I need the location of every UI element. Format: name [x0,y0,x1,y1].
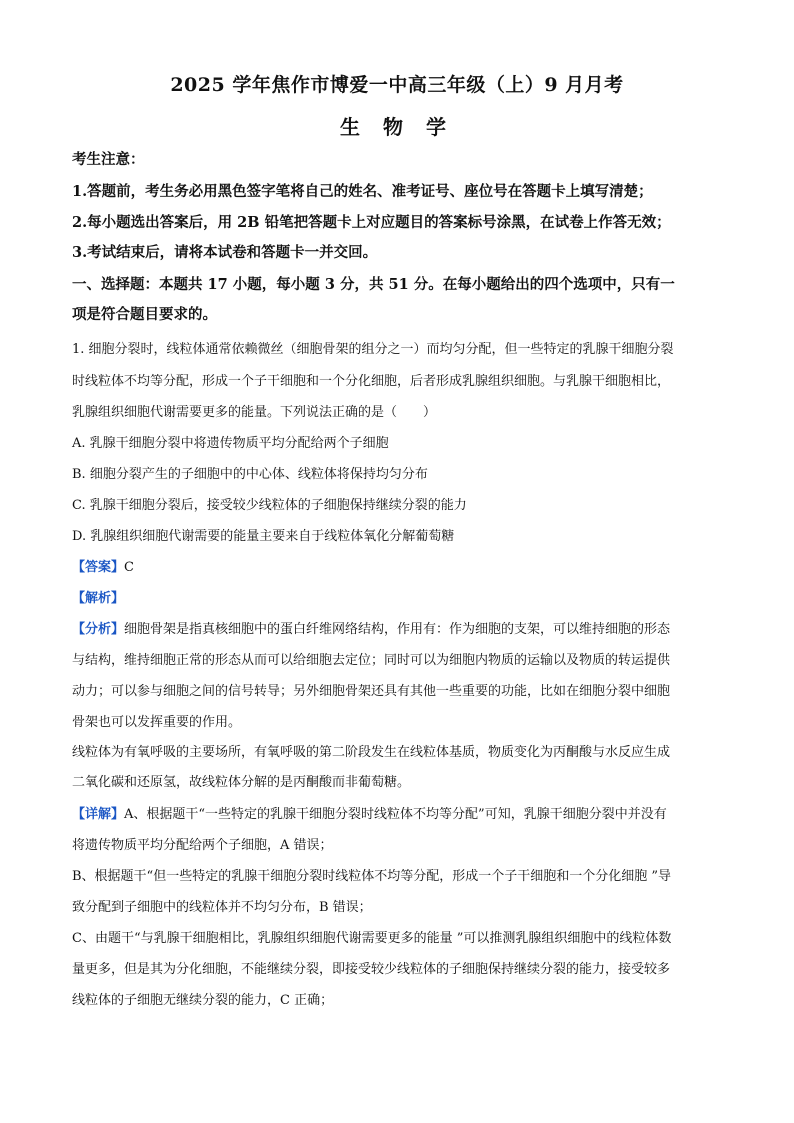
section-heading-cont: 项是符合题目要求的。 [72,306,217,323]
xiangjie-text: 致分配到子细胞中的线粒体并不均匀分布，B 错误； [72,900,372,915]
option-d: D. 乳腺组织细胞代谢需要的能量主要来自于线粒体氧化分解葡萄糖 [72,529,455,544]
question-stem: 乳腺组织细胞代谢需要更多的能量。下列说法正确的是（ ） [72,405,437,420]
option-b: B. 细胞分裂产生的子细胞中的中心体、线粒体将保持均匀分布 [72,467,428,482]
xiangjie-text: 将遗传物质平均分配给两个子细胞，A 错误； [72,838,333,853]
answer-line [72,558,732,578]
answer-tag: 【答案】 [72,560,125,575]
fenxi-text: 线粒体为有氧呼吸的主要场所，有氧呼吸的第二阶段发生在线粒体基质，物质变化为丙酮酸与水反应生成 [72,745,671,760]
analysis-line [72,589,732,609]
fenxi-tag: 【分析】 [72,622,125,637]
fenxi-text: 与结构，维持细胞正常的形态从而可以给细胞去定位；同时可以为细胞内物质的运输以及物质的转运提供 [72,653,671,668]
question-stem: 1. 细胞分裂时，线粒体通常依赖微丝（细胞骨架的组分之一）而均匀分配，但一些特定的乳腺干细胞分裂 [72,342,674,357]
xiangjie-text: A、根据题干“一些特定的乳腺干细胞分裂时线粒体不均等分配”可知，乳腺干细胞分裂中并没有 [124,807,667,822]
xiangjie-tag: 【详解】 [72,807,125,822]
fenxi-text: 动力；可以参与细胞之间的信号转导；另外细胞骨架还具有其他一些重要的功能，比如在细胞分裂中细胞 [72,684,671,699]
fenxi-text: 骨架也可以发挥重要的作用。 [72,715,242,730]
subject-title: 生 物 学 [340,115,454,139]
notice-heading: 考生注意： [72,151,145,168]
page-title: 2025 学年焦作市博爱一中高三年级（上）9 月月考 [170,74,624,96]
fenxi-line [72,620,732,640]
xiangjie-text: 量更多，但是其为分化细胞，不能继续分裂，即接受较少线粒体的子细胞保持继续分裂的能力，接受较多 [72,962,671,977]
fenxi-text: 细胞骨架是指真核细胞中的蛋白纤维网络结构，作用有：作为细胞的支架，可以维持细胞的形态 [124,622,671,637]
xiangjie-line [72,805,732,825]
analysis-tag: 【解析】 [72,591,125,606]
notice-item: 2.每小题选出答案后，用 2B 铅笔把答题卡上对应题目的答案标号涂黑，在试卷上作答无效； [72,214,671,231]
notice-item: 1.答题前，考生务必用黑色签字笔将自己的姓名、准考证号、座位号在答题卡上填写清楚； [72,183,653,200]
xiangjie-text: B、根据题干“但一些特定的乳腺干细胞分裂时线粒体不均等分配，形成一个子干细胞和一个分化细胞 ”导 [72,869,671,884]
answer-value: C [124,560,134,575]
option-c: C. 乳腺干细胞分裂后，接受较少线粒体的子细胞保持继续分裂的能力 [72,498,467,513]
fenxi-text: 二氧化碳和还原氢，故线粒体分解的是丙酮酸而非葡萄糖。 [72,775,411,790]
xiangjie-text: 线粒体的子细胞无继续分裂的能力，C 正确； [72,993,334,1008]
question-stem: 时线粒体不均等分配，形成一个子干细胞和一个分化细胞，后者形成乳腺组织细胞。与乳腺干细胞相比， [72,374,671,389]
notice-item: 3.考试结束后，请将本试卷和答题卡一并交回。 [72,244,378,261]
option-a: A. 乳腺干细胞分裂中将遗传物质平均分配给两个子细胞 [72,436,389,451]
section-heading: 一、选择题：本题共 17 小题，每小题 3 分，共 51 分。在每小题给出的四个选项中，只有一 [72,276,675,293]
xiangjie-text: C、由题干“与乳腺干细胞相比，乳腺组织细胞代谢需要更多的能量 ”可以推测乳腺组织细胞中的线粒体数 [72,931,672,946]
